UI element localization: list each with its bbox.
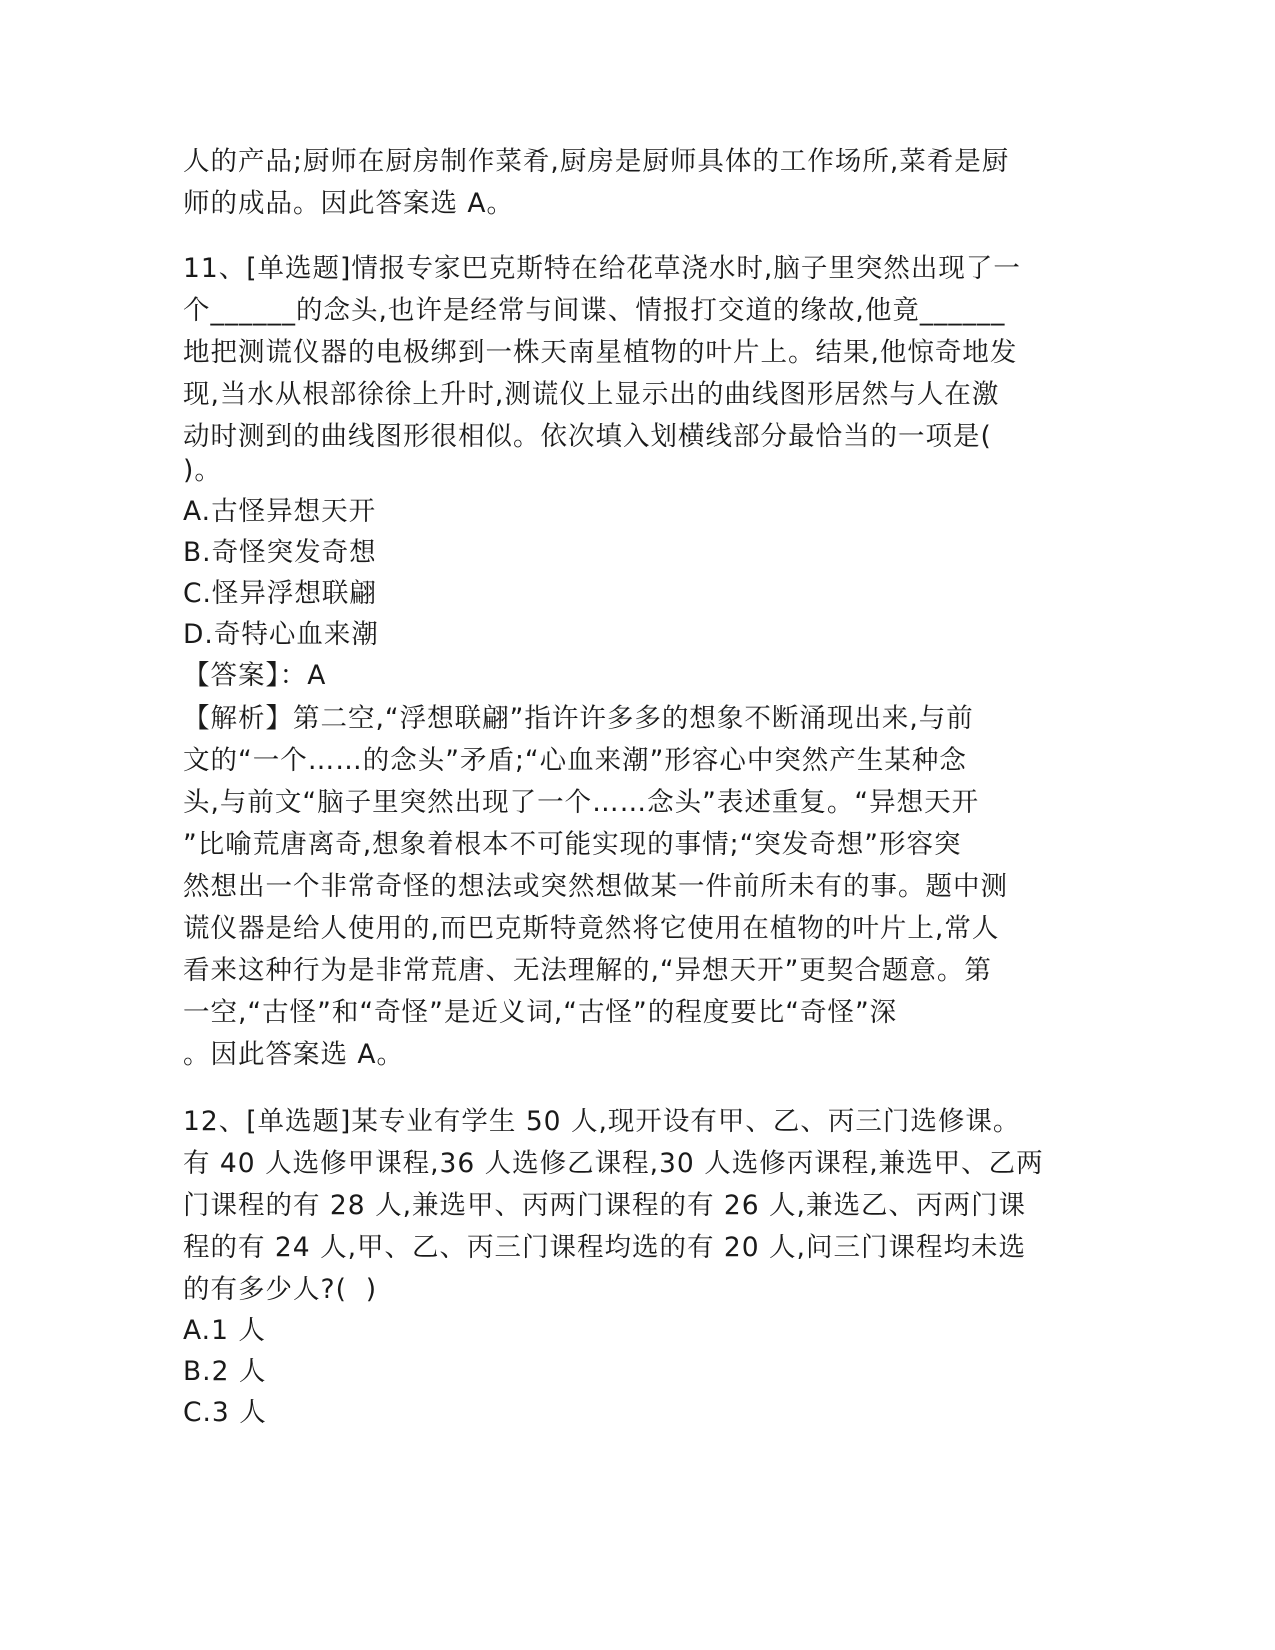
question-12-line-5: 的有多少人?( ) xyxy=(183,1274,378,1305)
analysis-line-5: 然想出一个非常奇怪的想法或突然想做某一件前所未有的事。题中测 xyxy=(183,871,1008,902)
answer-line: 【答案】：A xyxy=(183,660,327,691)
analysis-line-3: 头,与前文“脑子里突然出现了一个……念头”表述重复。“异想天开 xyxy=(183,787,980,818)
question-12-line-4: 程的有 24 人,甲、乙、丙三门课程均选的有 20 人,问三门课程均未选 xyxy=(183,1232,1026,1263)
option-b: B.奇怪突发奇想 xyxy=(183,537,377,568)
question-11-line-1: 11、[单选题]情报专家巴克斯特在给花草浇水时,脑子里突然出现了一 xyxy=(183,253,1021,284)
option-b: B.2 人 xyxy=(183,1356,267,1387)
option-d: D.奇特心血来潮 xyxy=(183,619,379,650)
prev-explanation-line-2: 师的成品。因此答案选 A。 xyxy=(183,188,515,219)
question-11-line-2: 个______的念头,也许是经常与间谍、情报打交道的缘故,他竟______ xyxy=(183,295,1006,326)
analysis-line-9: 。因此答案选 A。 xyxy=(183,1039,405,1070)
question-11-line-6: )。 xyxy=(183,455,222,486)
question-11-line-5: 动时测到的曲线图形很相似。依次填入划横线部分最恰当的一项是( xyxy=(183,421,992,452)
option-a: A.古怪异想天开 xyxy=(183,496,377,527)
analysis-line-2: 文的“一个……的念头”矛盾;“心血来潮”形容心中突然产生某种念 xyxy=(183,745,967,776)
question-12-line-2: 有 40 人选修甲课程,36 人选修乙课程,30 人选修丙课程,兼选甲、乙两 xyxy=(183,1148,1044,1179)
analysis-line-6: 谎仪器是给人使用的,而巴克斯特竟然将它使用在植物的叶片上,常人 xyxy=(183,913,1000,944)
analysis-line-1: 【解析】第二空,“浮想联翩”指许许多多的想象不断涌现出来,与前 xyxy=(183,703,974,734)
analysis-line-7: 看来这种行为是非常荒唐、无法理解的,“异想天开”更契合题意。第 xyxy=(183,955,992,986)
question-12-line-1: 12、[单选题]某专业有学生 50 人,现开设有甲、乙、丙三门选修课。 xyxy=(183,1106,1021,1137)
analysis-line-4: ”比喻荒唐离奇,想象着根本不可能实现的事情;“突发奇想”形容突 xyxy=(183,829,962,860)
prev-explanation-line-1: 人的产品;厨师在厨房制作菜肴,厨房是厨师具体的工作场所,菜肴是厨 xyxy=(183,146,1010,177)
question-11-line-4: 现,当水从根部徐徐上升时,测谎仪上显示出的曲线图形居然与人在激 xyxy=(183,379,1000,410)
question-12-line-3: 门课程的有 28 人,兼选甲、丙两门课程的有 26 人,兼选乙、丙两门课 xyxy=(183,1190,1026,1221)
analysis-line-8: 一空,“古怪”和“奇怪”是近义词,“古怪”的程度要比“奇怪”深 xyxy=(183,997,898,1028)
question-11-line-3: 地把测谎仪器的电极绑到一株天南星植物的叶片上。结果,他惊奇地发 xyxy=(183,337,1018,368)
option-c: C.怪异浮想联翩 xyxy=(183,578,377,609)
option-c: C.3 人 xyxy=(183,1397,267,1428)
option-a: A.1 人 xyxy=(183,1315,266,1346)
